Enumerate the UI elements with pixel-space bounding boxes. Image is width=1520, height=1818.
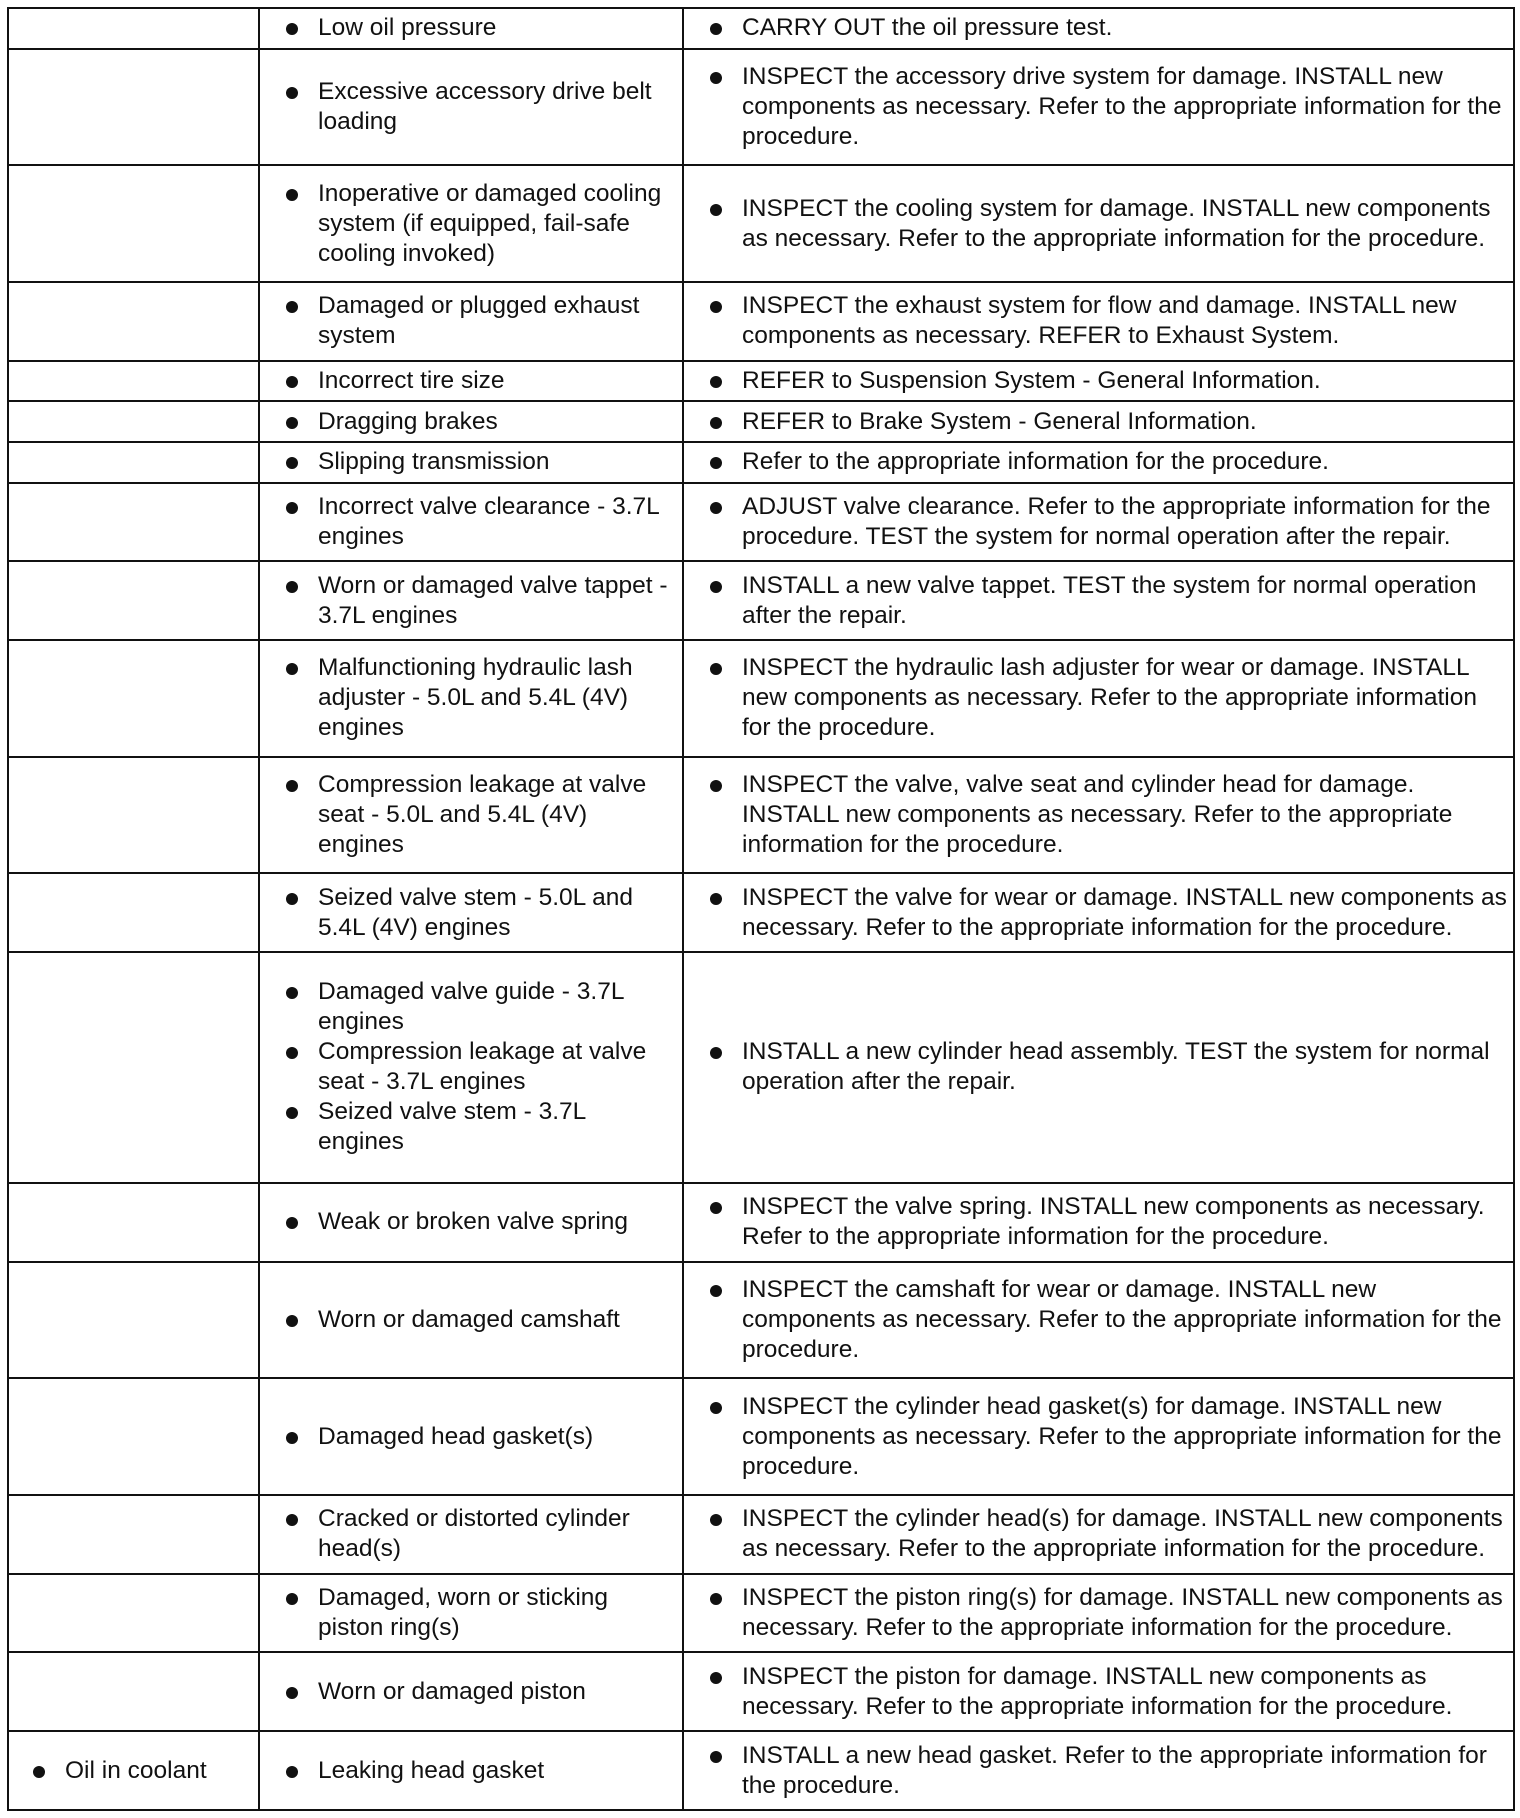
action-item: INSPECT the valve spring. INSTALL new components as necessary. Refer to the appropriate information for the procedure. [684, 1192, 1507, 1252]
table-row [8, 165, 1514, 282]
table-row [8, 401, 1514, 442]
cause-cell [259, 1574, 683, 1653]
table-row [8, 8, 1514, 49]
action-item: INSTALL a new valve tappet. TEST the system for normal operation after the repair. [684, 571, 1507, 631]
condition-cell [8, 1378, 259, 1495]
cause-list [260, 291, 676, 351]
action-cell [683, 165, 1514, 282]
cause-item: Inoperative or damaged cooling system (if equipped, fail-safe cooling invoked) [260, 179, 676, 269]
action-cell [683, 1495, 1514, 1574]
cause-list [260, 407, 676, 437]
action-item: Refer to the appropriate information for the procedure. [684, 447, 1507, 477]
cause-list [260, 77, 676, 137]
action-list [684, 1662, 1507, 1722]
action-cell [683, 1378, 1514, 1495]
cause-cell [259, 1262, 683, 1379]
cause-cell [259, 282, 683, 361]
cause-cell [259, 1183, 683, 1262]
action-cell [683, 442, 1514, 483]
action-item: INSTALL a new cylinder head assembly. TEST the system for normal operation after the repair. [684, 1037, 1507, 1097]
cause-cell [259, 873, 683, 952]
action-list [684, 291, 1507, 351]
cause-list [260, 1677, 676, 1707]
action-cell [683, 401, 1514, 442]
table-row [8, 873, 1514, 952]
cause-item: Worn or damaged valve tappet - 3.7L engines [260, 571, 676, 631]
cause-list [260, 653, 676, 743]
action-list [684, 194, 1507, 254]
action-cell [683, 873, 1514, 952]
cause-list [260, 366, 676, 396]
condition-cell [8, 361, 259, 402]
cause-item: Damaged valve guide - 3.7L engines [260, 977, 676, 1037]
cause-item: Dragging brakes [260, 407, 676, 437]
cause-list [260, 13, 676, 43]
cause-cell [259, 8, 683, 49]
cause-item: Incorrect tire size [260, 366, 676, 396]
action-cell [683, 757, 1514, 874]
action-list [684, 492, 1507, 552]
condition-cell [8, 757, 259, 874]
action-item: INSPECT the cylinder head gasket(s) for damage. INSTALL new components as necessary. Refer to the appropriate information for the procedure. [684, 1392, 1507, 1482]
cause-cell [259, 1652, 683, 1731]
cause-item: Seized valve stem - 5.0L and 5.4L (4V) engines [260, 883, 676, 943]
table-row [8, 1495, 1514, 1574]
action-list [684, 366, 1507, 396]
action-item: INSPECT the camshaft for wear or damage. INSTALL new components as necessary. Refer to the appropriate information for the procedure. [684, 1275, 1507, 1365]
condition-cell [8, 1495, 259, 1574]
cause-list [260, 1504, 676, 1564]
table-row [8, 640, 1514, 757]
action-list [684, 653, 1507, 743]
condition-cell [8, 442, 259, 483]
action-list [684, 883, 1507, 943]
action-list [684, 407, 1507, 437]
cause-cell [259, 1378, 683, 1495]
condition-cell [8, 8, 259, 49]
cause-list [260, 1305, 676, 1335]
action-item: INSPECT the valve, valve seat and cylinder head for damage. INSTALL new components as necessary. Refer to the appropriate information for the procedure. [684, 770, 1507, 860]
cause-cell [259, 483, 683, 562]
action-cell [683, 1652, 1514, 1731]
cause-item: Compression leakage at valve seat - 3.7L engines [260, 1037, 676, 1097]
action-list [684, 571, 1507, 631]
cause-cell [259, 561, 683, 640]
cause-cell [259, 165, 683, 282]
cause-list [260, 1207, 676, 1237]
action-list [684, 1192, 1507, 1252]
cause-list [260, 492, 676, 552]
cause-item: Weak or broken valve spring [260, 1207, 676, 1237]
cause-list [260, 447, 676, 477]
condition-cell [8, 561, 259, 640]
diagnosis-table [7, 7, 1515, 1811]
cause-list [260, 770, 676, 860]
cause-item: Cracked or distorted cylinder head(s) [260, 1504, 676, 1564]
condition-cell [8, 165, 259, 282]
cause-item: Incorrect valve clearance - 3.7L engines [260, 492, 676, 552]
cause-cell [259, 640, 683, 757]
condition-cell [8, 49, 259, 166]
action-cell [683, 8, 1514, 49]
action-cell [683, 1262, 1514, 1379]
action-item: INSPECT the accessory drive system for damage. INSTALL new components as necessary. Refer to the appropriate information for the procedure. [684, 62, 1507, 152]
action-cell [683, 1731, 1514, 1810]
cause-item: Worn or damaged piston [260, 1677, 676, 1707]
cause-cell [259, 442, 683, 483]
diagnosis-table-body [8, 8, 1514, 1810]
cause-cell [259, 952, 683, 1183]
action-cell [683, 49, 1514, 166]
action-list [684, 62, 1507, 152]
cause-item: Slipping transmission [260, 447, 676, 477]
table-row [8, 49, 1514, 166]
cause-cell [259, 757, 683, 874]
table-row [8, 282, 1514, 361]
condition-cell [8, 1652, 259, 1731]
action-item: CARRY OUT the oil pressure test. [684, 13, 1507, 43]
cause-cell [259, 1731, 683, 1810]
cause-item: Damaged or plugged exhaust system [260, 291, 676, 351]
action-item: REFER to Brake System - General Information. [684, 407, 1507, 437]
action-item: INSPECT the hydraulic lash adjuster for wear or damage. INSTALL new components as necessary. Refer to the appropriate information for the procedure. [684, 653, 1507, 743]
action-list [684, 1504, 1507, 1564]
cause-item: Damaged, worn or sticking piston ring(s) [260, 1583, 676, 1643]
action-item: INSTALL a new head gasket. Refer to the appropriate information for the procedure. [684, 1741, 1507, 1801]
action-list [684, 1037, 1507, 1097]
action-cell [683, 1183, 1514, 1262]
condition-cell [8, 401, 259, 442]
action-item: INSPECT the piston ring(s) for damage. INSTALL new components as necessary. Refer to the appropriate information for the procedure. [684, 1583, 1507, 1643]
table-row [8, 1262, 1514, 1379]
cause-list [260, 1422, 676, 1452]
cause-list [260, 1583, 676, 1643]
cause-item: Seized valve stem - 3.7L engines [260, 1097, 676, 1157]
table-row [8, 561, 1514, 640]
cause-list [260, 977, 676, 1157]
action-cell [683, 361, 1514, 402]
cause-cell [259, 401, 683, 442]
action-list [684, 1741, 1507, 1801]
table-row [8, 442, 1514, 483]
action-cell [683, 1574, 1514, 1653]
table-row [8, 1731, 1514, 1810]
action-item: INSPECT the cylinder head(s) for damage. INSTALL new components as necessary. Refer to the appropriate information for the procedure. [684, 1504, 1507, 1564]
cause-list [260, 1756, 676, 1786]
action-item: INSPECT the piston for damage. INSTALL new components as necessary. Refer to the appropriate information for the procedure. [684, 1662, 1507, 1722]
action-item: INSPECT the valve for wear or damage. INSTALL new components as necessary. Refer to the appropriate information for the procedure. [684, 883, 1507, 943]
cause-item: Leaking head gasket [260, 1756, 676, 1786]
cause-cell [259, 361, 683, 402]
action-cell [683, 282, 1514, 361]
cause-item: Low oil pressure [260, 13, 676, 43]
action-list [684, 770, 1507, 860]
action-cell [683, 561, 1514, 640]
table-row [8, 952, 1514, 1183]
condition-cell [8, 483, 259, 562]
condition-item: Oil in coolant [9, 1756, 252, 1786]
table-row [8, 1378, 1514, 1495]
cause-list [260, 883, 676, 943]
action-item: REFER to Suspension System - General Information. [684, 366, 1507, 396]
condition-cell [8, 873, 259, 952]
action-list [684, 13, 1507, 43]
condition-cell [8, 282, 259, 361]
condition-cell [8, 1183, 259, 1262]
action-list [684, 1583, 1507, 1643]
condition-cell [8, 640, 259, 757]
action-cell [683, 640, 1514, 757]
action-list [684, 1275, 1507, 1365]
action-item: INSPECT the exhaust system for flow and damage. INSTALL new components as necessary. REFER to Exhaust System. [684, 291, 1507, 351]
table-row [8, 1574, 1514, 1653]
cause-item: Excessive accessory drive belt loading [260, 77, 676, 137]
cause-list [260, 179, 676, 269]
table-row [8, 483, 1514, 562]
table-row [8, 361, 1514, 402]
action-item: ADJUST valve clearance. Refer to the appropriate information for the procedure. TEST the system for normal operation after the repair. [684, 492, 1507, 552]
cause-cell [259, 1495, 683, 1574]
table-row [8, 1652, 1514, 1731]
cause-item: Damaged head gasket(s) [260, 1422, 676, 1452]
cause-item: Compression leakage at valve seat - 5.0L and 5.4L (4V) engines [260, 770, 676, 860]
action-cell [683, 483, 1514, 562]
cause-list [260, 571, 676, 631]
table-row [8, 1183, 1514, 1262]
cause-item: Worn or damaged camshaft [260, 1305, 676, 1335]
action-item: INSPECT the cooling system for damage. INSTALL new components as necessary. Refer to the appropriate information for the procedure. [684, 194, 1507, 254]
cause-item: Malfunctioning hydraulic lash adjuster - 5.0L and 5.4L (4V) engines [260, 653, 676, 743]
condition-cell [8, 1262, 259, 1379]
condition-cell [8, 1731, 259, 1810]
action-list [684, 1392, 1507, 1482]
condition-cell [8, 952, 259, 1183]
table-row [8, 757, 1514, 874]
cause-cell [259, 49, 683, 166]
action-list [684, 447, 1507, 477]
condition-list [9, 1756, 252, 1786]
condition-cell [8, 1574, 259, 1653]
action-cell [683, 952, 1514, 1183]
